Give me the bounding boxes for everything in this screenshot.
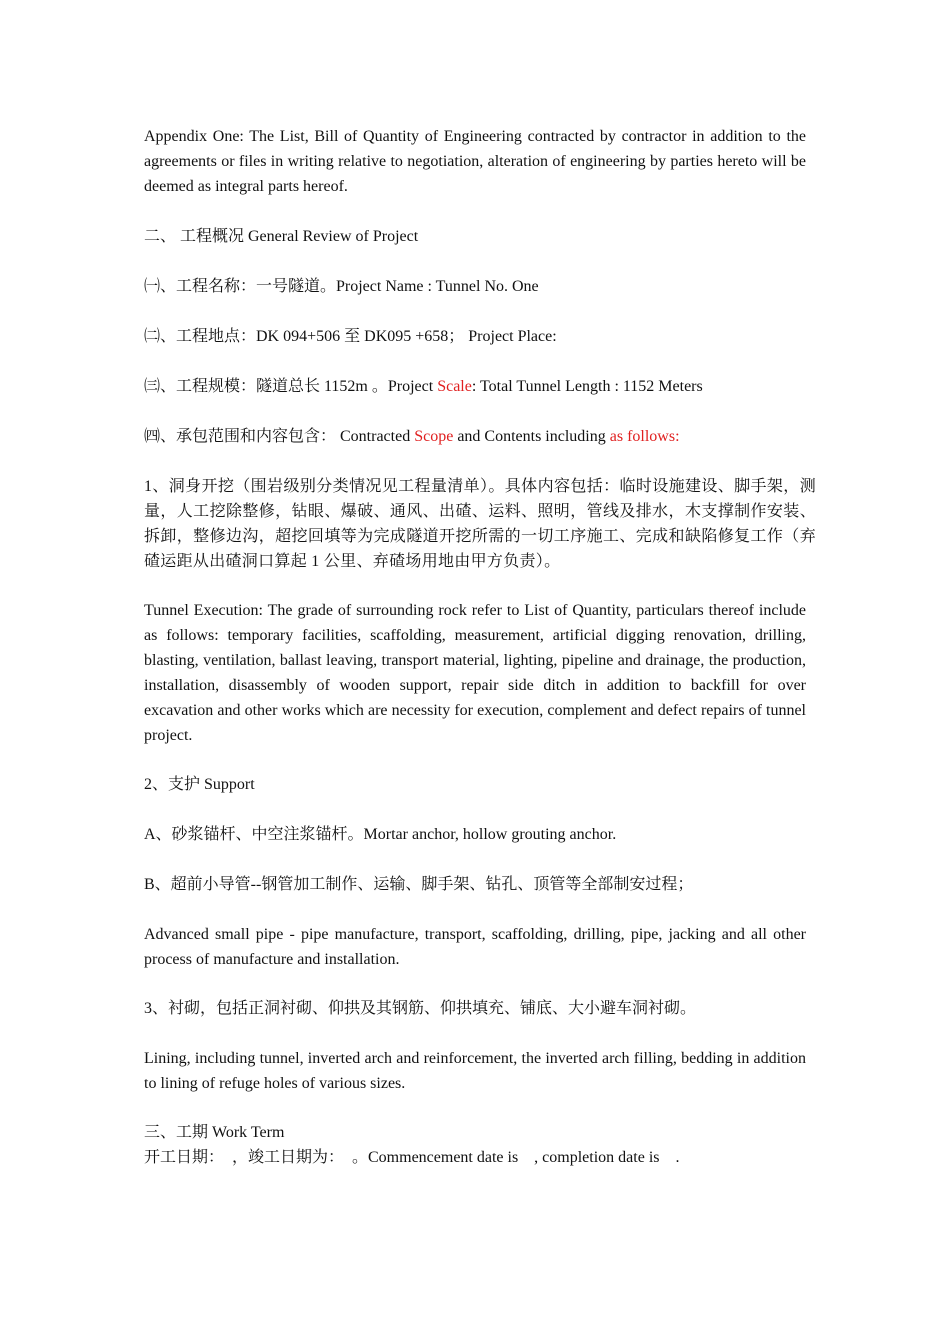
appendix-paragraph: Appendix One: The List, Bill of Quantity of Engineering contracted by contractor in addition to the agreements or files in writing relative to negotiation, alteration of engineering by parties hereto will be deemed as integral parts hereof. — [144, 128, 806, 195]
work-term-heading: 三、工期 Work Term — [144, 1124, 285, 1141]
lining-en-paragraph: Lining, including tunnel, inverted arch and reinforcement, the inverted arch filling, bedding in addition to lining of refuge holes of various sizes. — [144, 1050, 806, 1092]
support-b-en-paragraph: Advanced small pipe - pipe manufacture, transport, scaffolding, drilling, pipe, jacking and all other process of manufacture and installation. — [144, 926, 806, 968]
contracted-scope-highlight-2: as follows: — [609, 428, 680, 445]
contracted-scope-line — [144, 424, 806, 449]
tunnel-excavation-cn-paragraph: 1、洞身开挖（围岩级别分类情况见工程量清单）。具体内容包括：临时设施建设、脚手架，测量，人工挖除整修，钻眼、爆破、通风、出碴、运料、照明，管线及排水，木支撑制作安装、拆卸，整修边沟，超挖回填等为完成隧道开挖所需的一切工序施工、完成和缺陷修复工作（弃碴运距从出碴洞口算起 1 公里、弃碴场用地由甲方负责）。 — [144, 478, 816, 570]
section-heading-general-review: 二、 工程概况 General Review of Project — [144, 228, 419, 245]
support-heading: 2、支护 Support — [144, 776, 255, 793]
project-scale-suffix: : Total Tunnel Length : 1152 Meters — [471, 378, 703, 395]
project-scale-line — [144, 374, 806, 399]
support-a-line: A、砂浆锚杆、中空注浆锚杆。Mortar anchor, hollow grouting anchor. — [144, 826, 617, 843]
contracted-scope-middle: and Contents including — [453, 428, 610, 445]
project-scale-prefix: ㈢、工程规模：隧道总长 1152m 。Project — [144, 378, 438, 395]
project-place-line: ㈡、工程地点：DK 094+506 至 DK095 +658； Project Place: — [144, 328, 557, 345]
lining-cn-line: 3、衬砌，包括正洞衬砌、仰拱及其钢筋、仰拱填充、铺底、大小避车洞衬砌。 — [144, 1000, 697, 1017]
support-b-cn-line: B、超前小导管--钢管加工制作、运输、脚手架、钻孔、顶管等全部制安过程； — [144, 876, 694, 893]
contracted-scope-highlight: Scope — [414, 428, 454, 445]
work-term-dates-line: 开工日期： ，竣工日期为： 。Commencement date is , completion date is . — [144, 1149, 680, 1166]
contracted-scope-prefix: ㈣、承包范围和内容包含： Contracted — [144, 428, 415, 445]
tunnel-execution-en-paragraph: Tunnel Execution: The grade of surrounding rock refer to List of Quantity, particulars thereof include as follows: temporary facilities, scaffolding, measurement, artificial digging renovation, drilling, blasting, ventilation, ballast leaving, transport material, lighting, pipeline and drainage, the production, installation, disassembly of wooden support, repair side ditch in addition to backfill for over excavation and other works which are necessity for execution, complement and defect repairs of tunnel project. — [144, 602, 806, 744]
project-name-line: ㈠、工程名称：一号隧道。Project Name : Tunnel No. One — [144, 278, 539, 295]
project-scale-highlight: Scale — [437, 378, 472, 395]
